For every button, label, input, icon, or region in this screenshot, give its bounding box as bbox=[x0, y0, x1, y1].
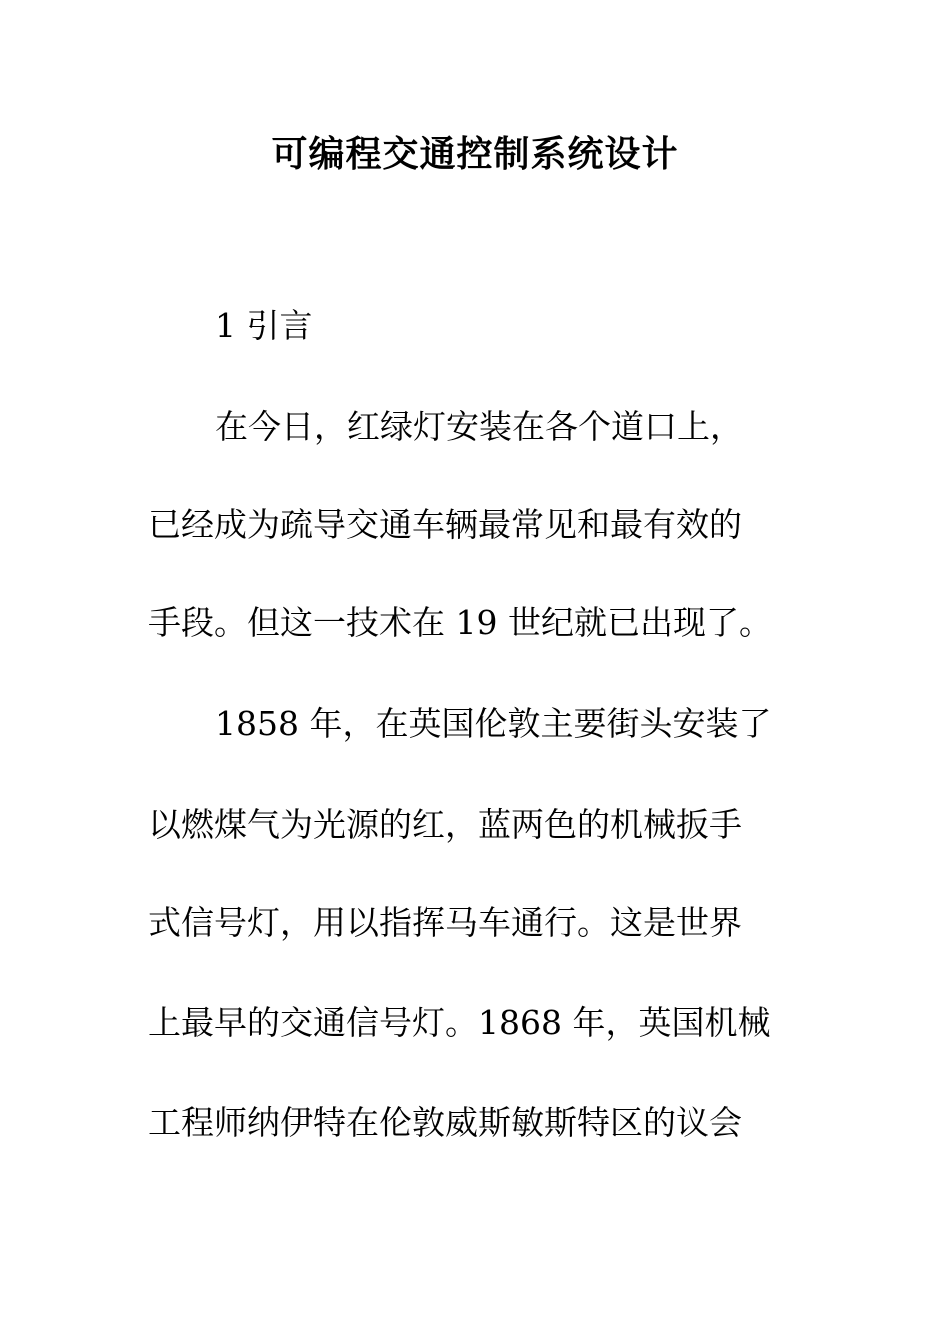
body-line: 手段。但这一技术在 19 世纪就已出现了。 bbox=[148, 603, 772, 642]
body-line: 在今日，红绿灯安装在各个道口上， bbox=[215, 407, 743, 446]
body-line: 工程师纳伊特在伦敦威斯敏斯特区的议会 bbox=[148, 1103, 742, 1142]
section-heading: 1 引言 bbox=[215, 306, 313, 345]
body-line: 已经成为疏导交通车辆最常见和最有效的 bbox=[148, 505, 742, 544]
body-line: 式信号灯，用以指挥马车通行。这是世界 bbox=[148, 903, 742, 942]
body-line: 上最早的交通信号灯。1868 年，英国机械 bbox=[148, 1003, 771, 1042]
document-title: 可编程交通控制系统设计 bbox=[271, 133, 679, 175]
body-line: 1858 年，在英国伦敦主要街头安装了 bbox=[215, 704, 772, 743]
body-line: 以燃煤气为光源的红，蓝两色的机械扳手 bbox=[148, 805, 742, 844]
